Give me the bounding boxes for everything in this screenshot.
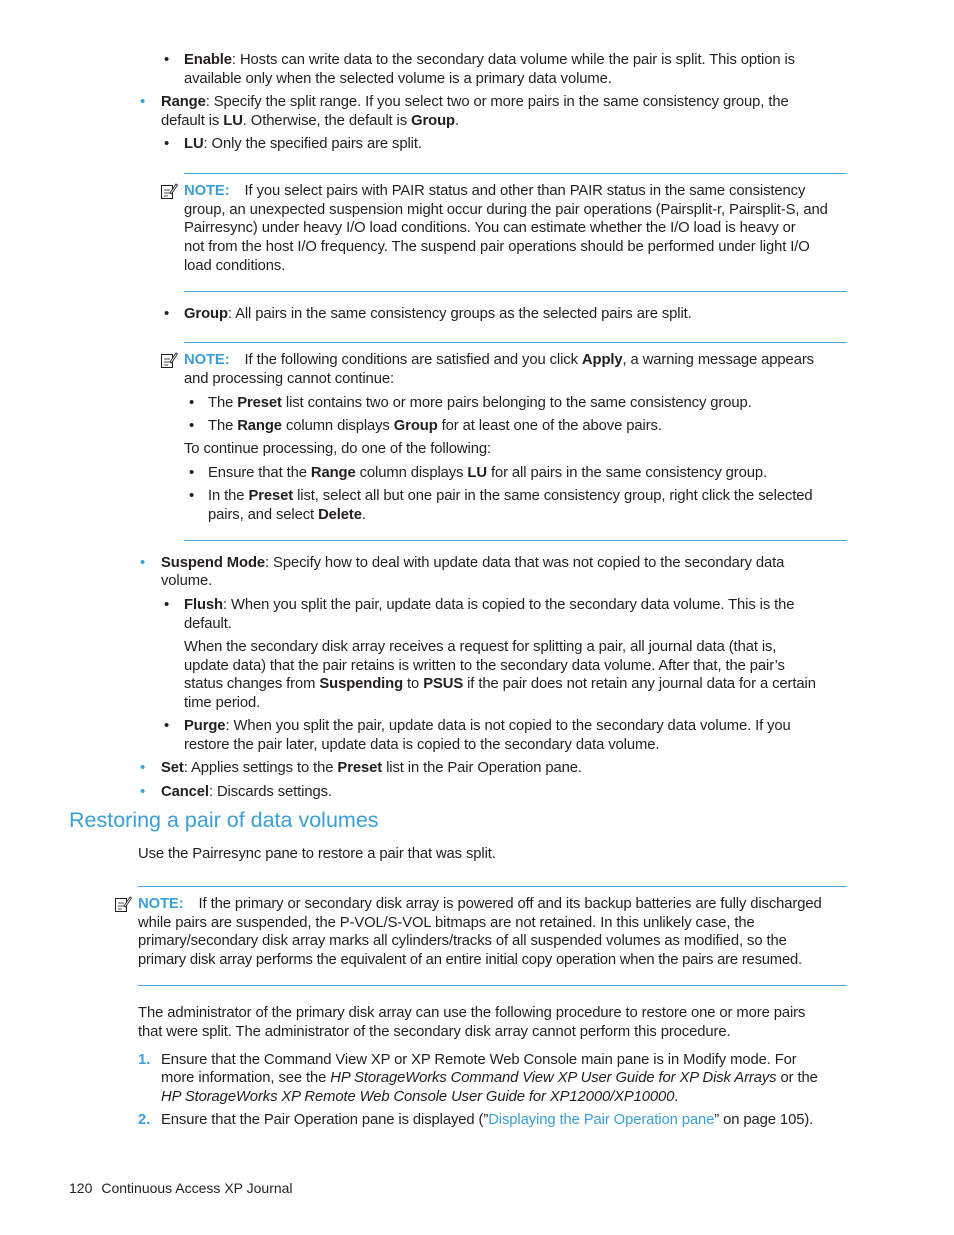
step1-line3: HP StorageWorks XP Remote Web Console User Guide for XP12000/XP10000. (161, 1089, 679, 1105)
note2-bullet4: In the Preset list, select all but one pair in the same consistency group, right click the selected (208, 488, 813, 504)
enable-item: Enable: Hosts can write data to the secondary data volume while the pair is split. This option is (184, 52, 795, 68)
note-rule-top (184, 173, 847, 174)
purge-item-cont: restore the pair later, update data is copied to the secondary data volume. (184, 737, 660, 753)
note2-bullet3: Ensure that the Range column displays LU for all pairs in the same consistency group. (208, 465, 768, 481)
bullet-marker: • (164, 135, 170, 152)
step1-line2: more information, see the HP StorageWorks Command View XP User Guide for XP Disk Arrays or the (161, 1070, 818, 1086)
range-item-cont: default is LU. Otherwise, the default is Group. (161, 113, 459, 129)
note-rule-top (184, 342, 847, 343)
procedure-para-2: that were split. The administrator of the secondary disk array cannot perform this procedure. (138, 1024, 731, 1040)
set-item: Set: Applies settings to the Preset list in the Pair Operation pane. (161, 760, 582, 776)
note2-bullet2: The Range column displays Group for at least one of the above pairs. (208, 418, 662, 434)
section-heading: Restoring a pair of data volumes (69, 808, 379, 832)
step1-line1: Ensure that the Command View XP or XP Remote Web Console main pane is in Modify mode. For (161, 1052, 797, 1068)
bullet-marker: • (140, 554, 146, 571)
cancel-item: Cancel: Discards settings. (161, 784, 332, 800)
flush-para-4: time period. (184, 695, 261, 711)
page-number: 120 (69, 1180, 93, 1196)
note2-bullet4-cont: pairs, and select Delete. (208, 507, 366, 523)
note1-line4: not from the host I/O frequency. The suspend pair operations should be performed under light I/O (184, 239, 810, 255)
section-intro: Use the Pairresync pane to restore a pair that was split. (138, 846, 496, 862)
flush-para-2: update data) that the pair retains is written to the secondary data volume. After that, the pair’s (184, 658, 785, 674)
group-item: Group: All pairs in the same consistency groups as the selected pairs are split. (184, 306, 692, 322)
flush-item: Flush: When you split the pair, update data is copied to the secondary data volume. This is the (184, 597, 795, 613)
note1-line5: load conditions. (184, 258, 286, 274)
note3-line1: NOTE: If the primary or secondary disk array is powered off and its backup batteries are fully discharged (138, 896, 822, 912)
note-rule-top (138, 886, 847, 887)
document-title: Continuous Access XP Journal (101, 1180, 293, 1196)
note-rule-bottom (138, 985, 847, 986)
note2-line2: and processing cannot continue: (184, 371, 394, 387)
bullet-marker: • (140, 783, 146, 800)
note2-line1: NOTE: If the following conditions are satisfied and you click Apply, a warning message appears (184, 352, 814, 368)
flush-para-1: When the secondary disk array receives a request for splitting a pair, all journal data (that is, (184, 639, 777, 655)
enable-item-cont: available only when the selected volume is a primary data volume. (184, 71, 612, 87)
purge-item: Purge: When you split the pair, update data is not copied to the secondary data volume. If you (184, 718, 791, 734)
note1-line2: group, an unexpected suspension might occur during the pair operations (Pairsplit-r, Pairsplit-S, and (184, 202, 828, 218)
bullet-marker: • (189, 417, 195, 434)
flush-item-cont: default. (184, 616, 232, 632)
lu-item: LU: Only the specified pairs are split. (184, 136, 422, 152)
page-footer (69, 1180, 293, 1196)
bullet-marker: • (189, 394, 195, 411)
note3-line3: primary/secondary disk array marks all cylinders/tracks of all suspended volumes as modified, so the (138, 933, 787, 949)
note3-line4: primary disk array performs the equivalent of an entire initial copy operation when the pairs are resumed. (138, 952, 802, 968)
bullet-marker: • (140, 759, 146, 776)
step-number: 2. (138, 1112, 151, 1128)
note-rule-bottom (184, 540, 847, 541)
bullet-marker: • (189, 464, 195, 481)
suspend-item-cont: volume. (161, 573, 213, 589)
note-icon (160, 182, 178, 200)
note2-continue: To continue processing, do one of the following: (184, 441, 491, 457)
bullet-marker: • (189, 487, 195, 504)
bullet-marker: • (164, 51, 170, 68)
range-item: Range: Specify the split range. If you select two or more pairs in the same consistency group, the (161, 94, 789, 110)
note2-bullet1: The Preset list contains two or more pairs belonging to the same consistency group. (208, 395, 752, 411)
bullet-marker: • (140, 93, 146, 110)
bullet-marker: • (164, 596, 170, 613)
note1-line3: Pairresync) under heavy I/O load conditions. You can estimate whether the I/O load is heavy or (184, 220, 796, 236)
procedure-para-1: The administrator of the primary disk array can use the following procedure to restore one or more pairs (138, 1005, 806, 1021)
bullet-marker: • (164, 717, 170, 734)
flush-para-3: status changes from Suspending to PSUS if the pair does not retain any journal data for a certain (184, 676, 816, 692)
note-rule-bottom (184, 291, 847, 292)
suspend-item: Suspend Mode: Specify how to deal with update data that was not copied to the secondary data (161, 555, 785, 571)
page-link[interactable]: Displaying the Pair Operation pane (488, 1112, 715, 1128)
note3-line2: while pairs are suspended, the P-VOL/S-VOL bitmaps are not retained. In this unlikely case, the (138, 915, 755, 931)
note-icon (160, 351, 178, 369)
bullet-marker: • (164, 305, 170, 322)
note1-line1: NOTE: If you select pairs with PAIR status and other than PAIR status in the same consistency (184, 183, 806, 199)
note-icon (114, 895, 132, 913)
step2-line: Ensure that the Pair Operation pane is displayed (”Displaying the Pair Operation pane” on page 105). (161, 1112, 814, 1128)
step-number: 1. (138, 1052, 151, 1068)
